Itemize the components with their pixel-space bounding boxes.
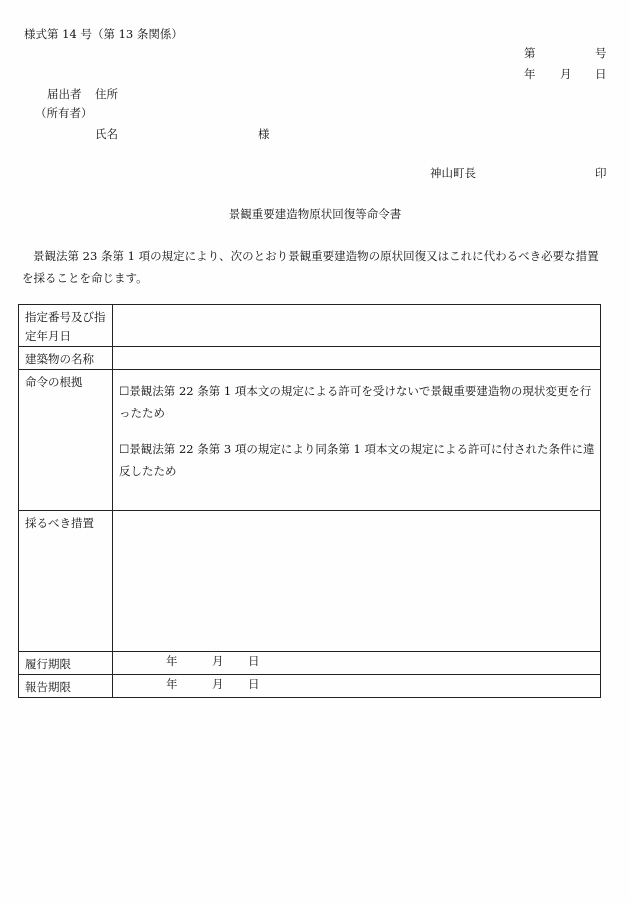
measures-label: 採るべき措置 xyxy=(19,511,113,652)
issuer-title: 神山町長 xyxy=(430,166,476,180)
basis-value xyxy=(113,370,601,511)
notifier-label: 届出者 xyxy=(47,87,82,101)
date-day-label: 日 xyxy=(595,67,607,81)
report-deadline-label: 報告期限 xyxy=(19,675,113,698)
measures-value xyxy=(113,511,601,652)
table-row-report-deadline xyxy=(19,675,601,698)
building-name-value xyxy=(113,347,601,370)
honorific: 様 xyxy=(258,127,270,141)
basis-option-1: ☐景観法第 22 条第 1 項本文の規定による許可を受けないで景観重要建造物の現状変更を行ったため xyxy=(119,384,592,420)
table-row-designation xyxy=(19,305,601,347)
number-label: 第 xyxy=(524,46,536,60)
report-deadline-value xyxy=(113,675,601,698)
performance-deadline-day: 日 xyxy=(248,654,260,668)
performance-deadline-year: 年 xyxy=(166,654,178,668)
address-label: 住所 xyxy=(95,87,118,101)
basis-label: 命令の根拠 xyxy=(19,370,113,511)
performance-deadline-month: 月 xyxy=(212,654,224,668)
date-month-label: 月 xyxy=(560,67,572,81)
table-row-basis xyxy=(19,370,601,511)
report-deadline-year: 年 xyxy=(166,677,178,691)
seal-mark: 印 xyxy=(595,166,607,180)
performance-deadline-label: 履行期限 xyxy=(19,652,113,675)
name-label: 氏名 xyxy=(95,127,118,141)
document-title: 景観重要建造物原状回復等命令書 xyxy=(228,207,402,221)
document-body: 景観法第 23 条第 1 項の規定により、次のとおり景観重要建造物の原状回復又はこれに代わるべき必要な措置を採ることを命じます。 xyxy=(22,249,599,285)
designation-label: 指定番号及び指定年月日 xyxy=(19,305,113,347)
table-row-measures xyxy=(19,511,601,652)
form-number: 様式第 14 号（第 13 条関係） xyxy=(24,27,183,41)
building-name-label: 建築物の名称 xyxy=(19,347,113,370)
number-suffix: 号 xyxy=(595,46,607,60)
date-year-label: 年 xyxy=(524,67,536,81)
table-row-building-name xyxy=(19,347,601,370)
table-row-performance-deadline xyxy=(19,652,601,675)
performance-deadline-value xyxy=(113,652,601,675)
owner-label: （所有者） xyxy=(35,106,93,120)
order-table xyxy=(18,304,601,698)
designation-value xyxy=(113,305,601,347)
basis-option-2: ☐景観法第 22 条第 3 項の規定により同条第 1 項本文の規定による許可に付された条件に違反したため xyxy=(119,442,595,478)
report-deadline-day: 日 xyxy=(248,677,260,691)
report-deadline-month: 月 xyxy=(212,677,224,691)
